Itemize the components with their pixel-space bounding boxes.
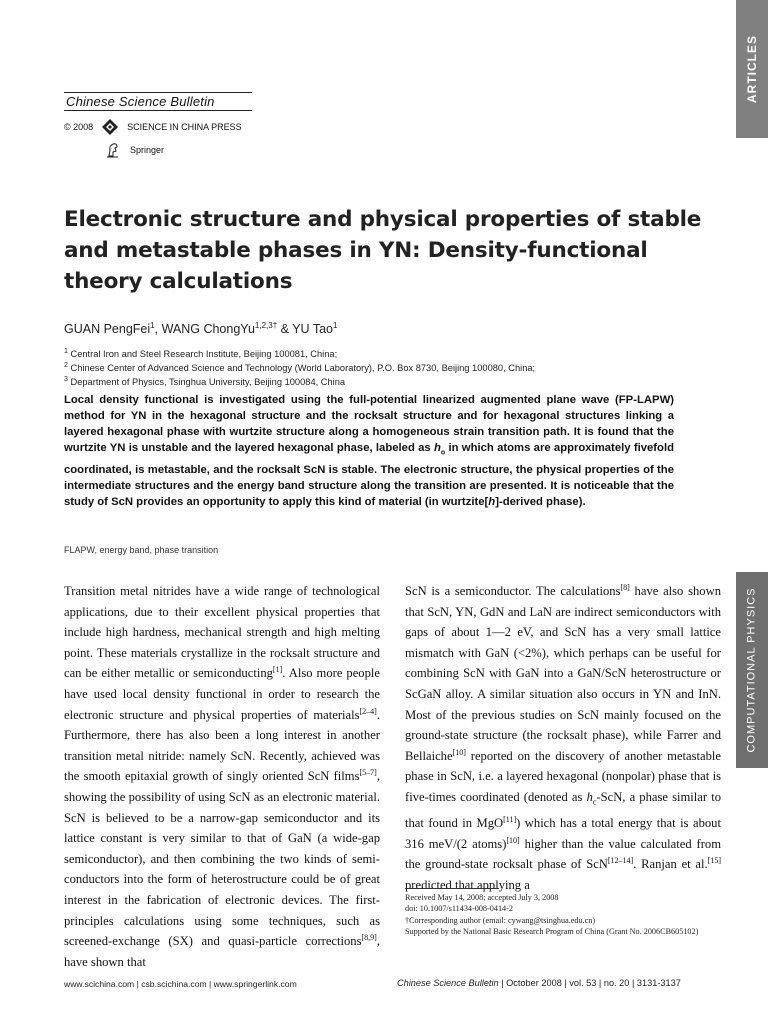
springer-horse-logo-icon bbox=[104, 141, 122, 159]
affiliation-text: Department of Physics, Tsinghua University, Beijing 100084, China bbox=[70, 377, 346, 388]
footnote-divider bbox=[405, 888, 499, 889]
affiliation-number: 2 bbox=[64, 362, 68, 369]
affiliation bbox=[64, 376, 345, 387]
footer-citation bbox=[397, 978, 681, 988]
articles-tab-label: ARTICLES bbox=[745, 35, 759, 103]
affiliation-text: Central Iron and Steel Research Institute, Beijing 100081, China; bbox=[70, 349, 338, 360]
italic-symbol: h bbox=[586, 789, 593, 804]
affiliation bbox=[64, 362, 535, 373]
phase-symbol: h bbox=[488, 495, 496, 508]
body-text: . Also more people have used local density functional in order to research the electronic structure and physical properties of materials bbox=[64, 666, 380, 722]
footer-links: www.scichina.com | csb.scichina.com | www.springerlink.com bbox=[64, 979, 297, 989]
footnote-support: Supported by the National Basic Research Program of China (Grant No. 2006CB605102) bbox=[405, 927, 699, 937]
affiliation-text: Chinese Center of Advanced Science and Technology (World Laboratory), P.O. Box 8730, Beijing 100080, China; bbox=[70, 363, 536, 374]
citation-ref: [2–4] bbox=[359, 706, 377, 716]
publisher-2: Springer bbox=[130, 145, 165, 155]
subscript: c bbox=[592, 797, 597, 807]
publisher-row bbox=[64, 118, 242, 136]
author-and: & bbox=[277, 322, 293, 337]
copyright: © 2008 bbox=[64, 122, 94, 132]
abstract-text: Local density functional is investigated using the full-potential linearized augmented plane wave (FP-LAPW) method for YN in the hexagonal structure and the rocksalt structure and for hexagonal structures linking a layered hexagonal phase with wurtzite structure along a homogeneous strain transition path. It is found that the wurtzite YN is unstable and the layered hexagonal phase, labeled as bbox=[64, 394, 674, 455]
author-separator: , bbox=[154, 322, 162, 337]
section-tab-label: COMPUTATIONAL PHYSICS bbox=[746, 587, 759, 753]
citation-ref: [10] bbox=[506, 835, 520, 845]
body-text: have also shown that ScN, YN, GdN and LaN are indirect semiconductors with gaps of about 1—2 eV, and ScN has a very small lattice mismatch with GaN (<2%), which perhaps can be useful for combining ScN with GaN into a GaN/ScN heterostructure or ScGaN alloy. A similar situation also occurs in YN and InN. Most of the previous studies on ScN mainly focused on the ground-state structure (the rocksalt phase), while Farrer and Bellaiche bbox=[405, 584, 721, 763]
author-name: WANG ChongYu bbox=[161, 322, 255, 337]
body-column-left bbox=[64, 581, 380, 972]
body-text: higher than the value calculated from the ground-state rocksalt phase of ScN bbox=[405, 836, 721, 872]
affiliation-number: 3 bbox=[64, 376, 68, 383]
citation-ref: [1] bbox=[272, 665, 283, 675]
body-text: ScN is a semiconductor. The calculations bbox=[405, 584, 621, 598]
body-text: , have shown that bbox=[64, 934, 380, 969]
citation-ref: [8] bbox=[620, 582, 630, 592]
footer-journal: Chinese Science Bulletin bbox=[397, 978, 499, 988]
author-name: YU Tao bbox=[292, 322, 333, 337]
body-text: , showing the possibility of using ScN as an electronic material. ScN is believed to be a narrow-gap semiconductor and its lattice constant is very similar to that of GaN (a wide-gap semiconductor), and then combining the two kinds of semi-conductors into the form of heterostructure could be of great interest in the fabrication of electronic devices. The first-principles calculations using some techniques, such as screened-exchange (SX) and quasi-particle corrections bbox=[64, 769, 380, 949]
body-text: . Furthermore, there has also been a long interest in another transition metal nitride: namely ScN. Recently, achieved was the smooth epitaxial growth of singly oriented ScN films bbox=[64, 707, 380, 784]
abstract-text: ]-derived phase). bbox=[495, 495, 586, 508]
author-affil-sup: 1 bbox=[332, 321, 338, 330]
publisher-row-2 bbox=[104, 141, 164, 159]
footer-details: | October 2008 | vol. 53 | no. 20 | 3131-3137 bbox=[498, 978, 681, 988]
articles-tab bbox=[736, 0, 768, 138]
phase-symbol-sub: o bbox=[440, 449, 446, 457]
author-name: GUAN PengFei bbox=[64, 322, 151, 337]
affiliation bbox=[64, 348, 337, 359]
citation-ref: [8,9] bbox=[361, 932, 377, 942]
section-tab bbox=[736, 572, 768, 768]
phase-symbol: h bbox=[434, 442, 441, 455]
abstract bbox=[64, 392, 674, 510]
article-title: Electronic structure and physical properties of stable and metastable phases in YN: Density-functional theory calculations bbox=[64, 207, 702, 294]
body-text: predicted that applying a bbox=[405, 877, 530, 892]
footnote-received: Received May 14, 2008; accepted July 3, 2008 bbox=[405, 893, 559, 902]
footnote-doi: doi: 10.1007/s11434-008-0414-2 bbox=[405, 904, 513, 914]
body-column-right bbox=[405, 581, 721, 895]
body-text: . Ranjan et al. bbox=[633, 857, 708, 872]
affiliation-number: 1 bbox=[64, 348, 68, 355]
publisher-1: SCIENCE IN CHINA PRESS bbox=[127, 122, 242, 132]
footnote-corresponding: †Corresponding author (email: cywang@tsinghua.edu.cn) bbox=[405, 915, 596, 925]
abstract-text: in which atoms are approximately fivefold coordinated, is metastable, and the rocksalt ScN is stable. The electronic structure, the physical properties of the intermediate structures and the energy band structure along the transition are presented. It is noticeable that the study of ScN provides an opportunity to apply this kind of material (in wurtzite[ bbox=[64, 442, 674, 508]
footnotes bbox=[405, 892, 721, 938]
citation-ref: [10] bbox=[452, 747, 466, 757]
author-affil-sup: 1,2,3† bbox=[254, 321, 278, 330]
science-in-china-press-logo-icon bbox=[101, 118, 119, 136]
body-text: Transition metal nitrides have a wide range of technological applications, due to their excellent physical properties that include high hardness, mechanical strength and high melting point. These materials crystallize in the rocksalt structure and can be either metallic or semiconducting bbox=[64, 584, 380, 681]
author-affil-sup: 1 bbox=[150, 321, 155, 330]
keywords: FLAPW, energy band, phase transition bbox=[64, 545, 219, 555]
body-text: reported on the discovery of another metastable phase in ScN, i.e. a layered hexagonal (nonpolar) phase that is five-times coordinated (denoted as bbox=[405, 748, 721, 804]
citation-ref: [5–7] bbox=[359, 768, 377, 778]
body-text: -ScN, a phase similar to that found in MgO bbox=[405, 789, 721, 831]
citation-ref: [12–14] bbox=[607, 856, 634, 866]
journal-name: Chinese Science Bulletin bbox=[64, 92, 252, 111]
authors bbox=[64, 321, 337, 336]
citation-ref: [15] bbox=[707, 856, 721, 866]
body-text: ) which has a total energy that is about 316 meV/(2 atoms) bbox=[405, 816, 721, 851]
citation-ref: [11] bbox=[503, 814, 517, 824]
